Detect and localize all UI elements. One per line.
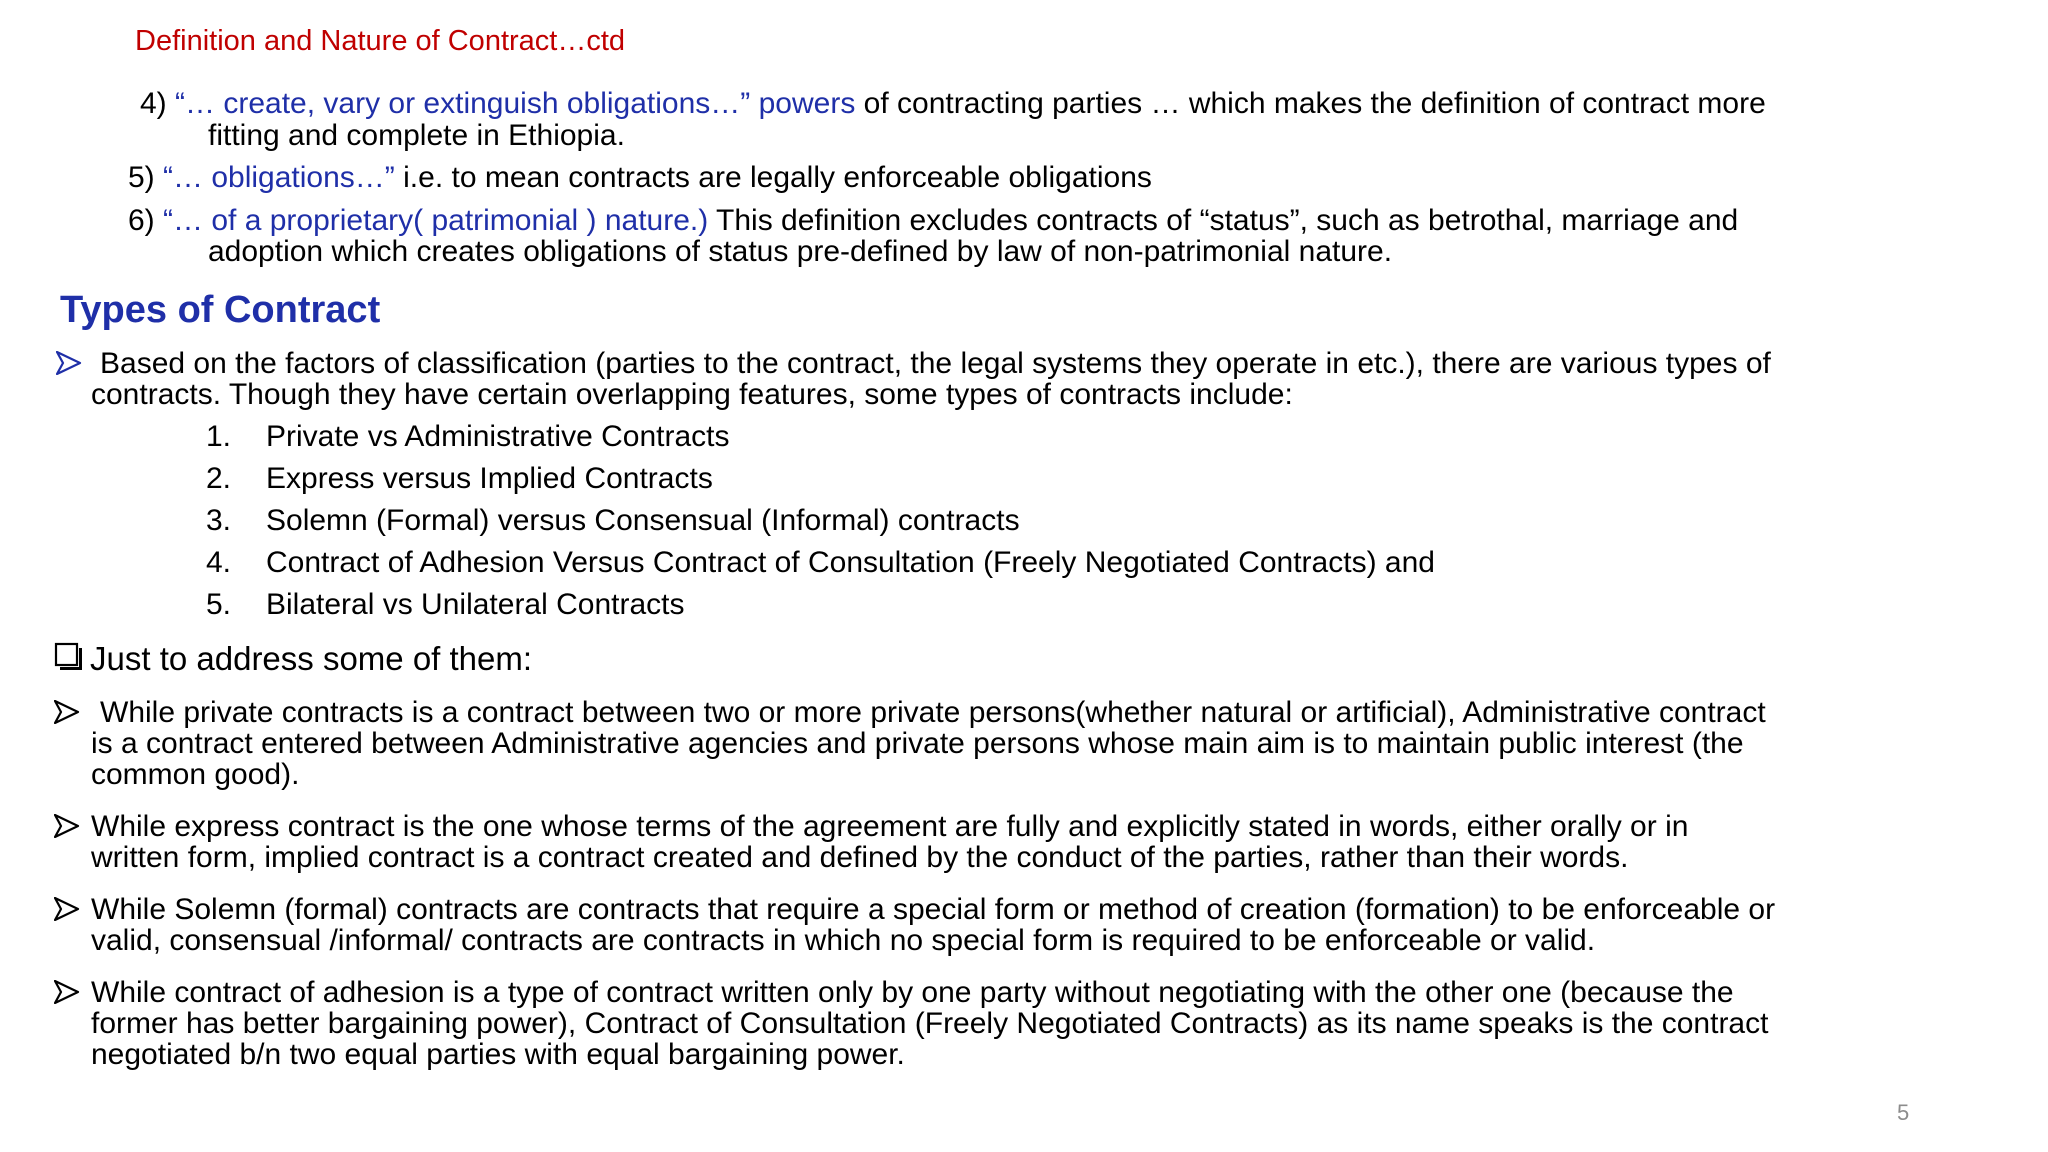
point-4-continuation: fitting and complete in Ethiopia. [208, 119, 625, 152]
arrow-bullet-icon [54, 897, 80, 926]
address-text: Just to address some of them: [90, 640, 533, 677]
list-item [206, 548, 231, 578]
list-item-text: Bilateral vs Unilateral Contracts [266, 588, 685, 621]
list-item-text: Solemn (Formal) versus Consensual (Informal) contracts [266, 504, 1020, 537]
detail-3-line-1: While Solemn (formal) contracts are contracts that require a special form or method of creation (formation) to be enforceable or [91, 893, 1776, 926]
detail-1-line-2: is a contract entered between Administrative agencies and private persons whose main aim is to maintain public interest (the [91, 727, 1744, 760]
point-text: of contracting parties … which makes the definition of contract more [855, 87, 1766, 120]
list-item-text: Private vs Administrative Contracts [266, 420, 730, 453]
arrow-bullet-icon [54, 814, 80, 843]
point-6-continuation: adoption which creates obligations of status pre-defined by law of non-patrimonial nature. [208, 235, 1393, 268]
list-item-text: Express versus Implied Contracts [266, 462, 713, 495]
list-number: 5. [206, 588, 232, 621]
list-item [206, 422, 231, 452]
point-number: 5) [128, 161, 155, 194]
intro-line-1: Based on the factors of classification (parties to the contract, the legal systems they operate in etc.), there are various types of [100, 347, 1771, 380]
arrow-bullet-icon [56, 351, 82, 380]
detail-1-line-3: common good). [91, 758, 300, 791]
point-quote: “… of a proprietary( patrimonial ) nature.) [163, 204, 709, 237]
detail-4-line-1: While contract of adhesion is a type of contract written only by one party without negotiating with the other one (because the [91, 976, 1734, 1009]
list-number: 3. [206, 504, 232, 537]
point-number: 4) [140, 87, 167, 120]
list-number: 1. [206, 420, 232, 453]
detail-2-line-1: While express contract is the one whose terms of the agreement are fully and explicitly stated in words, either orally or in [91, 810, 1689, 843]
page-number: 5 [1897, 1100, 1910, 1125]
detail-4-line-3: negotiated b/n two equal parties with equal bargaining power. [91, 1038, 905, 1071]
list-number: 4. [206, 546, 232, 579]
slide-title: Definition and Nature of Contract…ctd [135, 25, 626, 57]
point-number: 6) [128, 204, 155, 237]
detail-2-line-2: written form, implied contract is a contract created and defined by the conduct of the parties, rather than their words. [91, 841, 1629, 874]
point-quote: “… obligations…” [163, 161, 395, 194]
point-text: This definition excludes contracts of “status”, such as betrothal, marriage and [708, 204, 1739, 237]
detail-1-line-1: While private contracts is a contract between two or more private persons(whether natural or artificial), Administrative contract [100, 696, 1766, 729]
point-6 [128, 206, 1738, 236]
detail-3-line-2: valid, consensual /informal/ contracts are contracts in which no special form is required to be enforceable or valid. [91, 924, 1596, 957]
point-text: i.e. to mean contracts are legally enforceable obligations [394, 161, 1152, 194]
list-item [206, 464, 231, 494]
square-bullet-icon [54, 642, 84, 677]
detail-4-line-2: former has better bargaining power), Contract of Consultation (Freely Negotiated Contracts) as its name speaks is the contract [91, 1007, 1769, 1040]
list-item [206, 506, 231, 536]
point-4 [140, 89, 1766, 119]
intro-line-2: contracts. Though they have certain overlapping features, some types of contracts include: [91, 378, 1293, 411]
arrow-bullet-icon [54, 700, 80, 729]
list-item [206, 590, 231, 620]
list-number: 2. [206, 462, 232, 495]
list-item-text: Contract of Adhesion Versus Contract of Consultation (Freely Negotiated Contracts) and [266, 546, 1435, 579]
section-heading: Types of Contract [60, 289, 381, 331]
point-quote: “… create, vary or extinguish obligations…” powers [175, 87, 856, 120]
arrow-bullet-icon [54, 980, 80, 1009]
point-5 [128, 163, 1152, 193]
